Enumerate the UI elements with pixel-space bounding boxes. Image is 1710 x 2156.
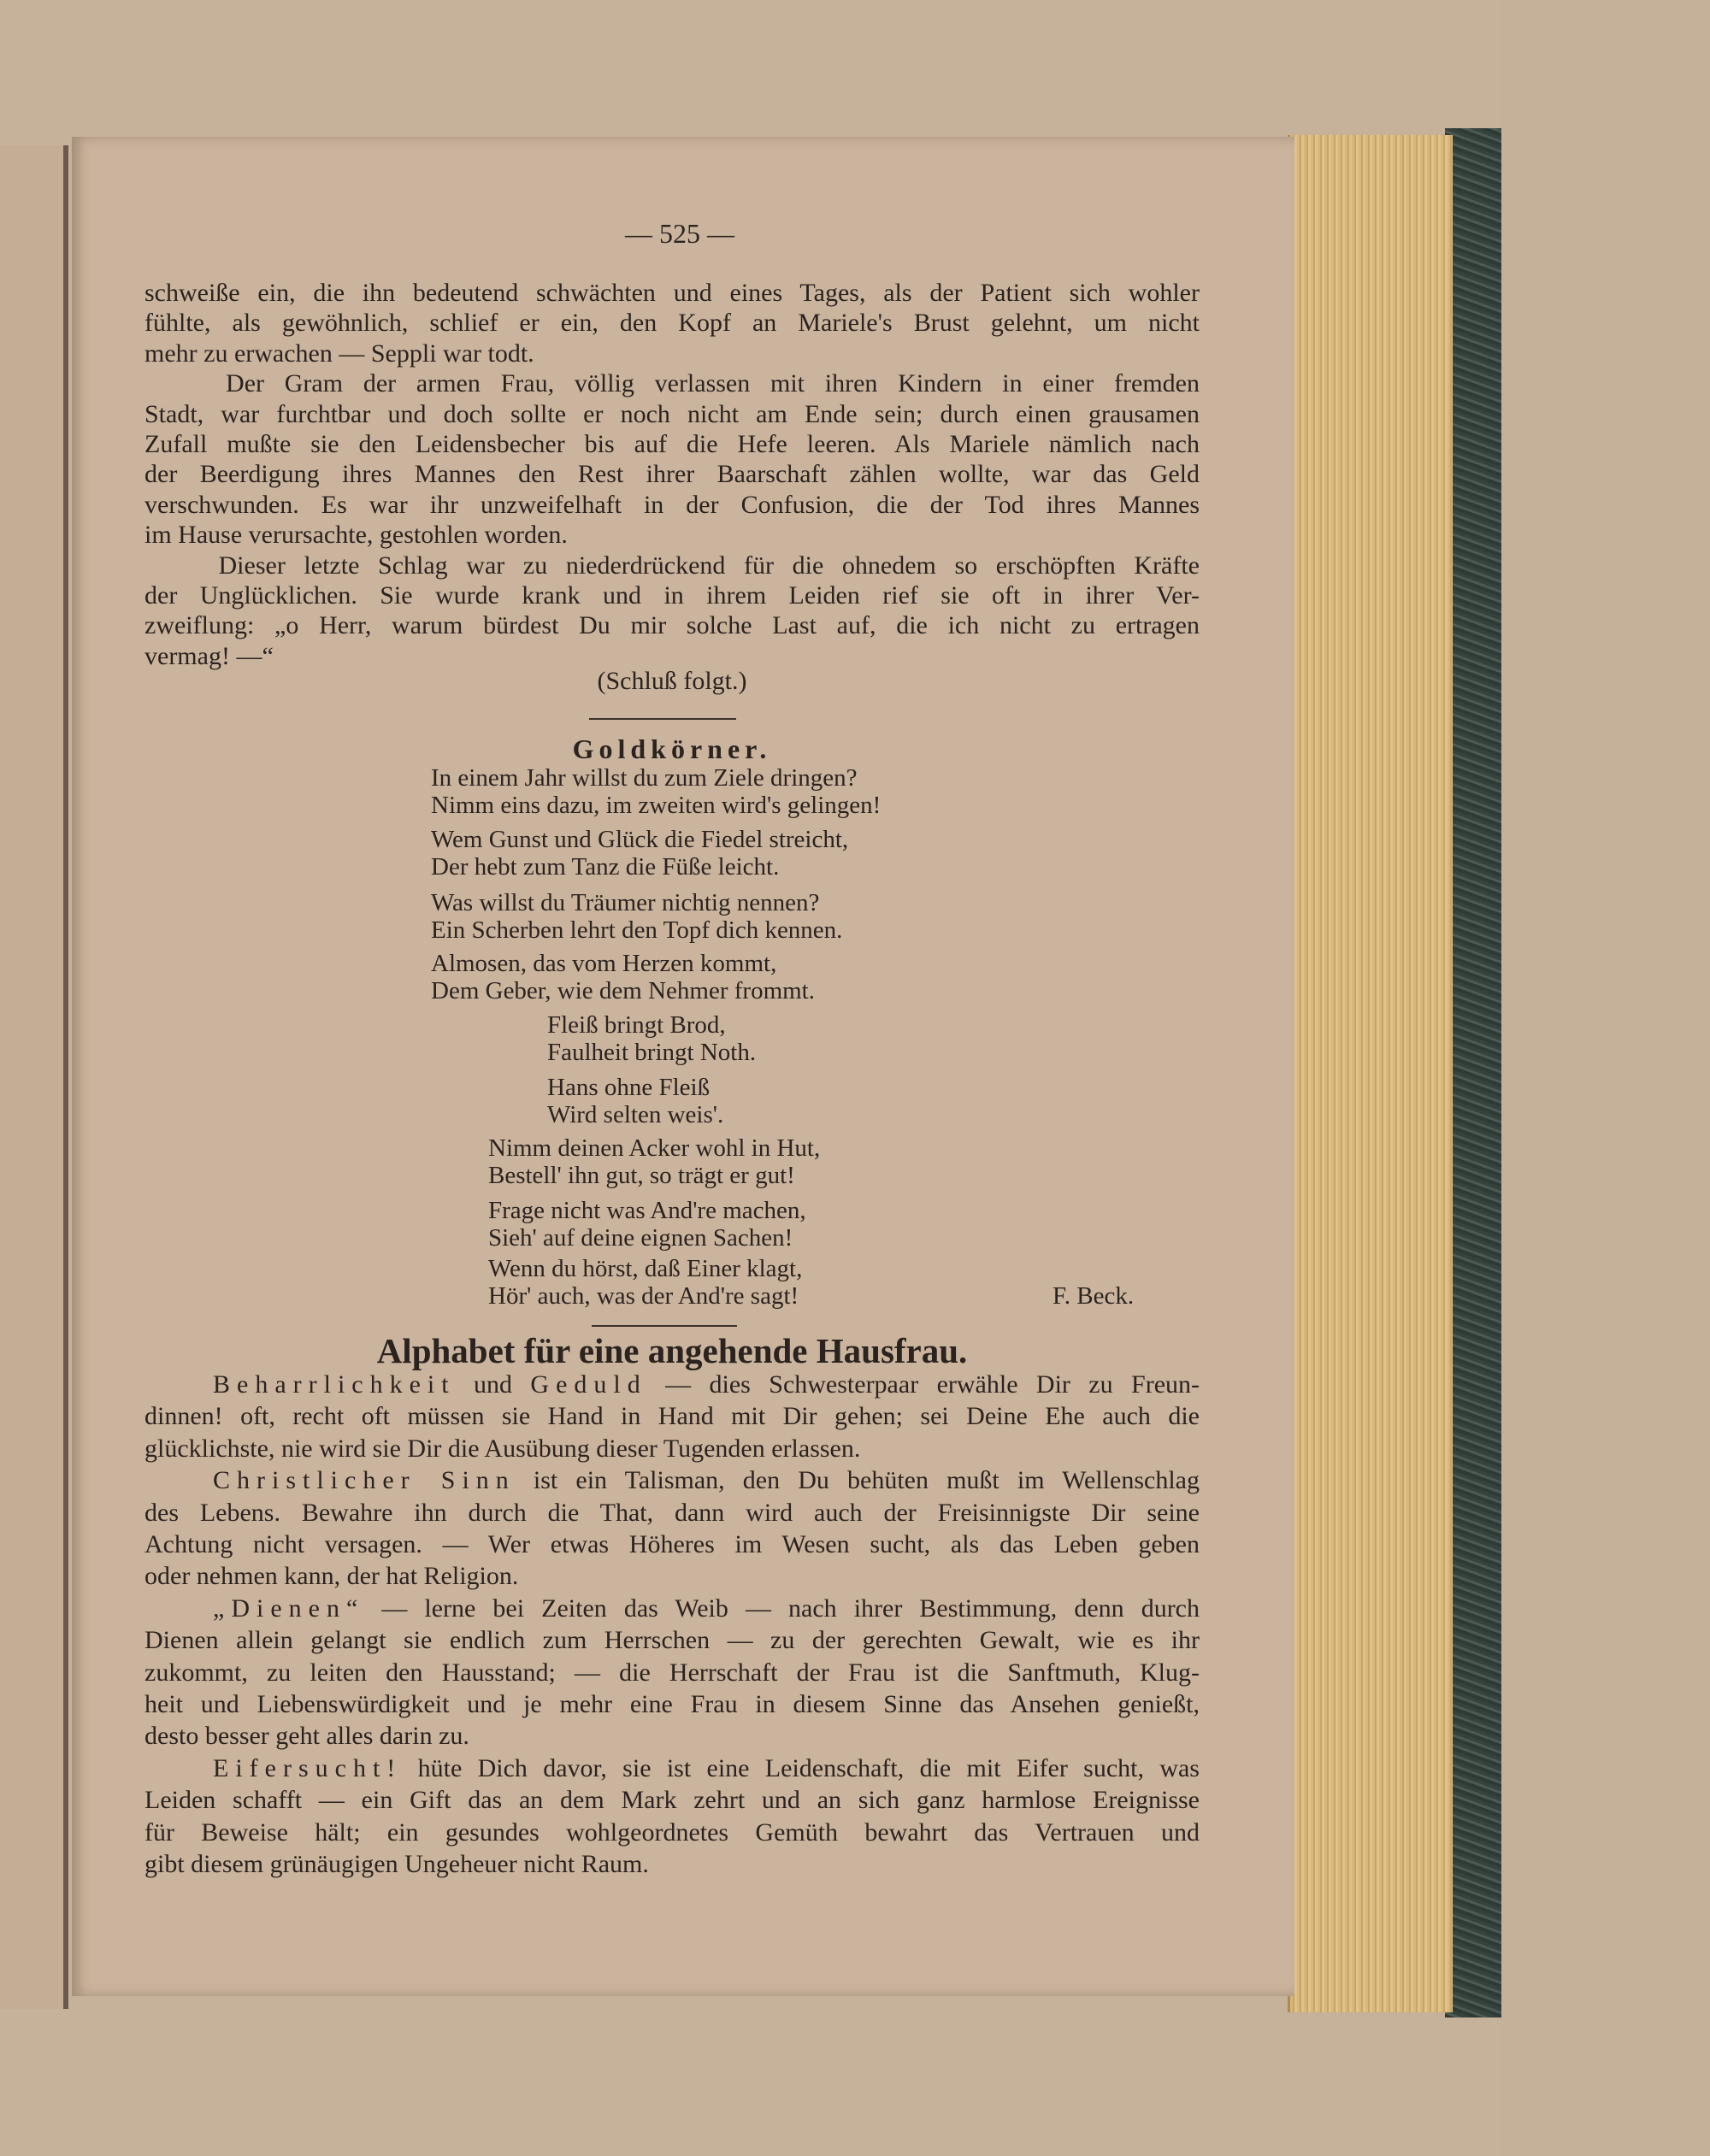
story-line: der Unglücklichen. Sie wurde krank und in ihrem Leiden rief sie oft in ihrer Ver- <box>144 581 1200 610</box>
poem-line: Wenn du hörst, daß Einer klagt, <box>488 1255 803 1282</box>
page-number: — 525 — <box>625 218 734 249</box>
poem-line: Fleiß bringt Brod, <box>547 1011 726 1039</box>
article-line: gibt diesem grünäugigen Ungeheuer nicht Raum. <box>144 1850 649 1878</box>
article-line: oder nehmen kann, der hat Religion. <box>144 1562 519 1591</box>
poem-line: Dem Geber, wie dem Nehmer frommt. <box>431 977 815 1004</box>
poem-line: Nimm eins dazu, im zweiten wird's gelingen! <box>431 792 882 819</box>
story-line: vermag! —“ <box>144 641 274 670</box>
story-line: Stadt, war furchtbar und doch sollte er noch nicht am Ende sein; durch einen grausamen <box>144 399 1200 428</box>
spaced-keyword: „Dienen“ <box>213 1593 365 1623</box>
story-line: verschwunden. Es war ihr unzweifelhaft in der Confusion, die der Tod ihres Mannes <box>144 490 1200 519</box>
story-line: fühlte, als gewöhnlich, schlief er ein, den Kopf an Mariele's Brust gelehnt, um nicht <box>144 309 1200 338</box>
article-line <box>144 1466 1200 1495</box>
background <box>1501 0 1710 2156</box>
spaced-keyword: Eifersucht! <box>213 1753 403 1782</box>
text-segment: hüte Dich davor, sie ist eine Leidenschaft, die mit Eifer sucht, was <box>402 1753 1200 1782</box>
story-line: Dieser letzte Schlag war zu niederdrückend für die ohnedem so erschöpften Kräfte <box>144 551 1200 580</box>
poem-line: Hans ohne Fleiß <box>547 1074 711 1101</box>
article-line: dinnen! oft, recht oft müssen sie Hand in Hand mit Dir gehen; sei Deine Ehe auch die <box>144 1402 1200 1431</box>
poem-line: Wem Gunst und Glück die Fiedel streicht, <box>431 826 849 853</box>
article-line <box>144 1754 1200 1783</box>
spaced-keyword: Geduld <box>530 1370 647 1399</box>
article-title: Alphabet für eine angehende Hausfrau. <box>376 1331 968 1370</box>
poem-line: Bestell' ihn gut, so trägt er gut! <box>488 1162 795 1189</box>
poem-title: Goldkörner. <box>572 733 772 764</box>
article-line <box>144 1594 1200 1623</box>
text-segment: — lerne bei Zeiten das Weib — nach ihrer Bestimmung, denn durch <box>364 1593 1200 1623</box>
article-line: für Beweise hält; ein gesundes wohlgeordnetes Gemüth bewahrt das Vertrauen und <box>144 1817 1200 1847</box>
article-line: desto besser geht alles darin zu. <box>144 1722 469 1751</box>
article-line: zukommt, zu leiten den Hausstand; — die Herrschaft der Frau ist die Sanftmuth, Klug- <box>144 1658 1200 1687</box>
poem-line: Sieh' auf deine eignen Sachen! <box>488 1224 793 1252</box>
story-line: zweiflung: „o Herr, warum bürdest Du mir solche Last auf, die ich nicht zu ertragen <box>144 611 1200 640</box>
article-line: heit und Liebenswürdigkeit und je mehr eine Frau in diesem Sinne das Ansehen genießt, <box>144 1690 1200 1718</box>
story-line: mehr zu erwachen — Seppli war todt. <box>144 339 534 368</box>
article-line: glücklichste, nie wird sie Dir die Ausübung dieser Tugenden erlassen. <box>144 1434 861 1463</box>
poem-line: Faulheit bringt Noth. <box>547 1039 757 1066</box>
poem-line: Frage nicht was And're machen, <box>488 1197 806 1224</box>
article-line <box>144 1370 1200 1399</box>
article-line: des Lebens. Bewahre ihn durch die That, dann wird auch der Freisinnigste Dir seine <box>144 1498 1200 1527</box>
poem-line: In einem Jahr willst du zum Ziele dringen? <box>431 764 858 792</box>
text-segment: und <box>455 1370 531 1399</box>
article-line: Dienen allein gelangt sie endlich zum Herrschen — zu der gerechten Gewalt, wie es ihr <box>144 1626 1200 1655</box>
divider <box>589 718 736 720</box>
divider <box>592 1325 737 1327</box>
page-block-edges <box>1288 135 1453 2012</box>
poem-line: Wird selten weis'. <box>547 1101 724 1128</box>
article-line: Achtung nicht versagen. — Wer etwas Höheres im Wesen sucht, als das Leben geben <box>144 1530 1200 1558</box>
left-page-edge <box>0 145 68 2009</box>
story-line: schweiße ein, die ihn bedeutend schwächten und eines Tages, als der Patient sich wohler <box>144 279 1200 307</box>
poem-line: Nimm deinen Acker wohl in Hut, <box>488 1134 821 1162</box>
story-line: Der Gram der armen Frau, völlig verlassen mit ihren Kindern in einer fremden <box>144 369 1200 398</box>
story-line: der Beerdigung ihres Mannes den Rest ihrer Baarschaft zählen wollte, war das Geld <box>144 460 1200 489</box>
spaced-keyword: Beharrlichkeit <box>213 1370 456 1399</box>
text-segment: ist ein Talisman, den Du behüten mußt im Wellenschlag <box>515 1466 1200 1495</box>
poem-line: Der hebt zum Tanz die Füße leicht. <box>431 853 780 881</box>
story-line: im Hause verursachte, gestohlen worden. <box>144 521 568 550</box>
poem-author: F. Beck. <box>1053 1282 1135 1310</box>
article-line: Leiden schafft — ein Gift das an dem Mark zehrt und an sich ganz harmlose Ereignisse <box>144 1786 1200 1815</box>
text-segment: — dies Schwesterpaar erwähle Dir zu Freun- <box>646 1370 1200 1399</box>
book-cover-edge <box>1445 128 1501 2018</box>
poem-line: Almosen, das vom Herzen kommt, <box>431 950 777 977</box>
poem-line: Ein Scherben lehrt den Topf dich kennen. <box>431 916 843 944</box>
story-line: Zufall mußte sie den Leidensbecher bis auf die Hefe leeren. Als Mariele nämlich nach <box>144 430 1200 458</box>
continued-note: (Schluß folgt.) <box>597 667 747 695</box>
spaced-keyword: Christlicher Sinn <box>213 1466 516 1495</box>
poem-line: Was willst du Träumer nichtig nennen? <box>431 889 820 916</box>
poem-line: Hör' auch, was der And're sagt! <box>488 1282 799 1310</box>
